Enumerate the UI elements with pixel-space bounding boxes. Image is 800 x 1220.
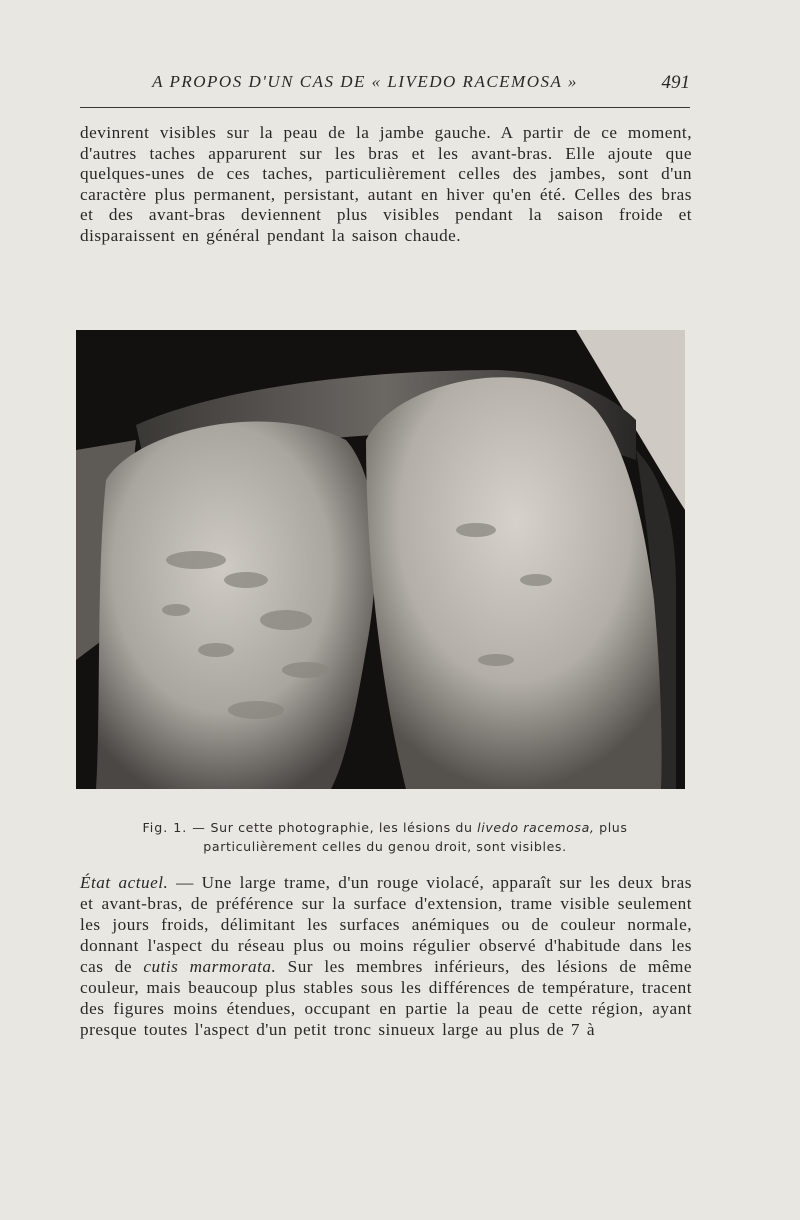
left-knee [96, 421, 376, 789]
paragraph-2-text-a: — Une large trame, d'un rouge violacé, apparaît sur les deux bras et avant-bras, de préférence sur la surface d'extension, trame visible seulement les jours froids, délimitant les surfaces anémiques ou de couleur normale, donnant l'aspect du réseau plus ou moins régulier observé d'habitude dans les cas de [80, 873, 692, 976]
knee-photograph [76, 330, 685, 789]
figure-label: Fig. 1. — [142, 820, 206, 835]
running-head [80, 72, 690, 102]
paragraph-2-text-b: Sur les membres inférieurs, des lésions de même couleur, mais beaucoup plus stables sous les différences de température, tracent des figures moins étendues, occupant en partie la peau de cette région, ayant presque toutes l'aspect d'un petit tronc sinueux large au plus de 7 à [80, 957, 692, 1039]
running-title: A PROPOS D'UN CAS DE « LIVEDO RACEMOSA » [152, 72, 578, 91]
paragraph-1: devinrent visibles sur la peau de la jambe gauche. A partir de ce moment, d'autres taches apparurent sur les bras et les avant-bras. Elle ajoute que quelques-unes de ces taches, particulièrement celles des jambes, sont d'un caractère plus permanent, persistant, autant en hiver qu'en été. Celles des bras et des avant-bras deviennent plus visibles pendant la saison froide et disparaissent en général pendant la saison chaude. [80, 123, 692, 245]
caption-text-pre: Sur cette photographie, les lésions du [210, 820, 473, 835]
section-lead: État actuel. [80, 873, 169, 892]
caption-italic-term: livedo racemosa, [477, 820, 595, 835]
header-rule [80, 107, 690, 108]
italic-term-cutis: cutis marmorata. [143, 957, 277, 976]
figure-caption [125, 818, 645, 856]
paragraph-2 [80, 872, 692, 1040]
caption-text-post: plus particulièrement celles du genou droit, sont visibles. [203, 820, 628, 854]
page-number: 491 [661, 72, 690, 93]
